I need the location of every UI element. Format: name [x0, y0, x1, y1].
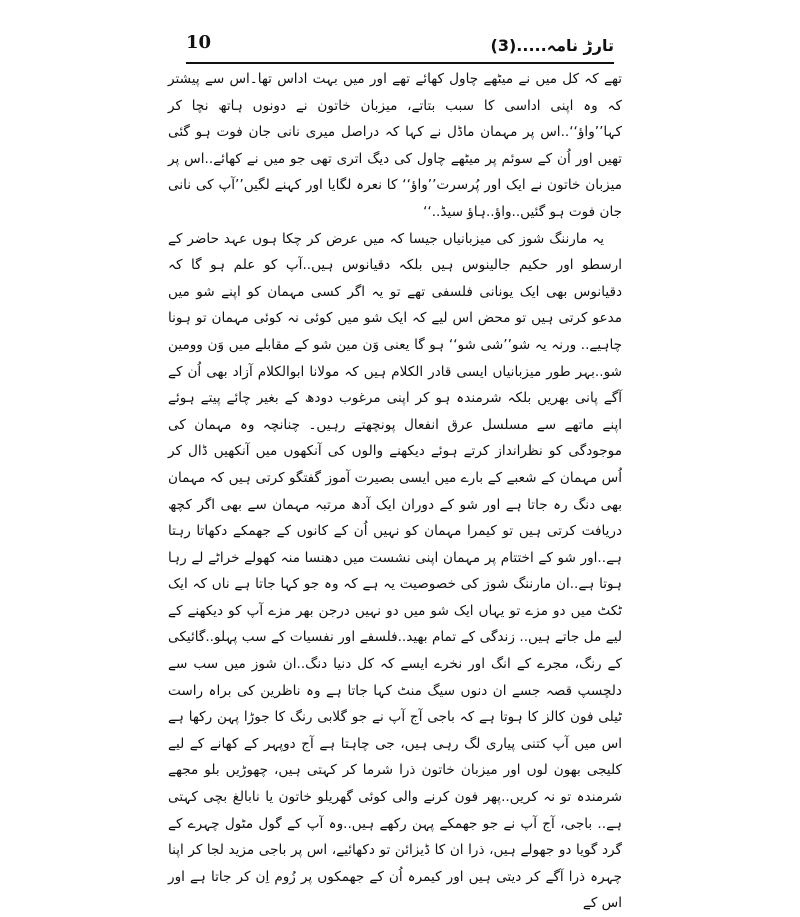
page-number: 10: [186, 32, 212, 53]
header-rule: [186, 62, 614, 64]
paragraph: تھے کہ کل میں نے میٹھے چاول کھائے تھے اور میں بہت اداس تھا۔اس سے پیشتر کہ وہ اپنی اداسی کا سبب بتاتے، میزبان خاتون نے دونوں ہاتھ نچا کر کہا’’واؤ‘‘..اس پر مہمان ماڈل نے کہا کہ دراصل میری نانی جان فوت ہو گئی تھیں اور اُن کے سوئم پر میٹھے چاول کی دیگ اتری تھی جو میں نے کھائے..اس پر میزبان خاتون نے ایک اور پُرسرت’’واؤ‘‘ کا نعرہ لگایا اور کہنے لگیں’’آپ کی نانی جان فوت ہو گئیں..واؤ..ہاؤ سیڈ..‘‘: [168, 71, 622, 220]
running-header-title: تارڑ نامہ.....(3): [490, 36, 614, 55]
paragraph: یہ مارننگ شوز کی میزبانیاں جیسا کہ میں عرض کر چکا ہوں عہد حاضر کے ارسطو اور حکیم جالینوس ہیں بلکہ دقیانوس ہیں..آپ کو علم ہو گا کہ دقیانوس بھی ایک یونانی فلسفی تھے تو یہ اگر کسی مہمان کو اپنے شو میں مدعو کرتی ہیں تو محض اس لیے کہ ایک شو میں کوئی نہ کوئی مہمان تو ہونا چاہیے.. ورنہ یہ شو’’شی شو‘‘ ہو گا یعنی وَن مین شو کے مقابلے میں وَن وومین شو..بہر طور میزبانیاں ایسی قادر الکلام ہیں کہ مولانا ابوالکلام آزاد بھی اُن کے آگے پانی بھریں بلکہ شرمندہ ہو کر اپنی مرغوب دودھ کے بغیر چائے پیتے ہوئے اپنے ماتھے سے مسلسل عرق انفعال پونچھتے رہیں۔ چنانچہ وہ مہمان کی موجودگی کو نظرانداز کرتے ہوئے دیکھنے والوں کی آنکھوں میں آنکھیں ڈال کر اُس مہمان کے شعبے کے بارے میں ایسی بصیرت آموز گفتگو کرتی ہیں کہ مہمان بھی دنگ رہ جاتا ہے اور شو کے دوران ایک آدھ مرتبہ مہمان سے بھی اگر کچھ دریافت کرتی ہیں تو کیمرا مہمان کو نہیں اُن کے کانوں کے جھمکے دکھاتا رہتا ہے..اور شو کے اختتام پر مہمان اپنی نشست میں دھنسا منہ کھولے خراٹے لے رہا ہوتا ہے..ان مارننگ شوز کی خصوصیت یہ ہے کہ وہ جو کہا جاتا ہے ناں کہ ایک ٹکٹ میں دو مزے تو یہاں ایک شو میں دو نہیں درجن بھر مزے آپ کو دیکھنے کے لیے مل جاتے ہیں.. زندگی کے تمام بھید..فلسفے اور نفسیات کے سب پہلو..گائیکی کے رنگ، مجرے کے انگ اور نخرے ایسے کہ کل دنیا دنگ..ان شوز میں سب سے دلچسپ قصہ جسے ان دنوں سیگ منٹ کہا جاتا ہے وہ ناظرین کی براہ راست ٹیلی فون کالز کا ہوتا ہے کہ باجی آج آپ نے جو گلابی رنگ کا جوڑا پہن رکھا ہے اس میں آپ کتنی پیاری لگ رہی ہیں، جی چاہتا ہے آج دوپہر کے کھانے کے لیے کلیجی بھون لوں اور میزبان خاتون ذرا شرما کر کہتی ہیں، چھوڑیں بلو مجھے شرمندہ تو نہ کریں..پھر فون کرنے والی کوئی گھریلو خاتون یا نابالغ بچی کہتی ہے.. باجی، آج آپ نے جو جھمکے پہن رکھے ہیں..وہ آپ کے گول مٹول چہرے کے گرد گویا دو جھولے ہیں، ذرا ان کا ڈیزائن تو دکھائیے، اس پر باجی مزید لجا کر اپنا چہرہ ذرا آگے کر دیتی ہیں اور کیمرہ اُن کے جھمکوں پر زُوم اِن کر جاتا ہے اور اس کے: [168, 230, 622, 912]
body-text: [168, 66, 622, 917]
